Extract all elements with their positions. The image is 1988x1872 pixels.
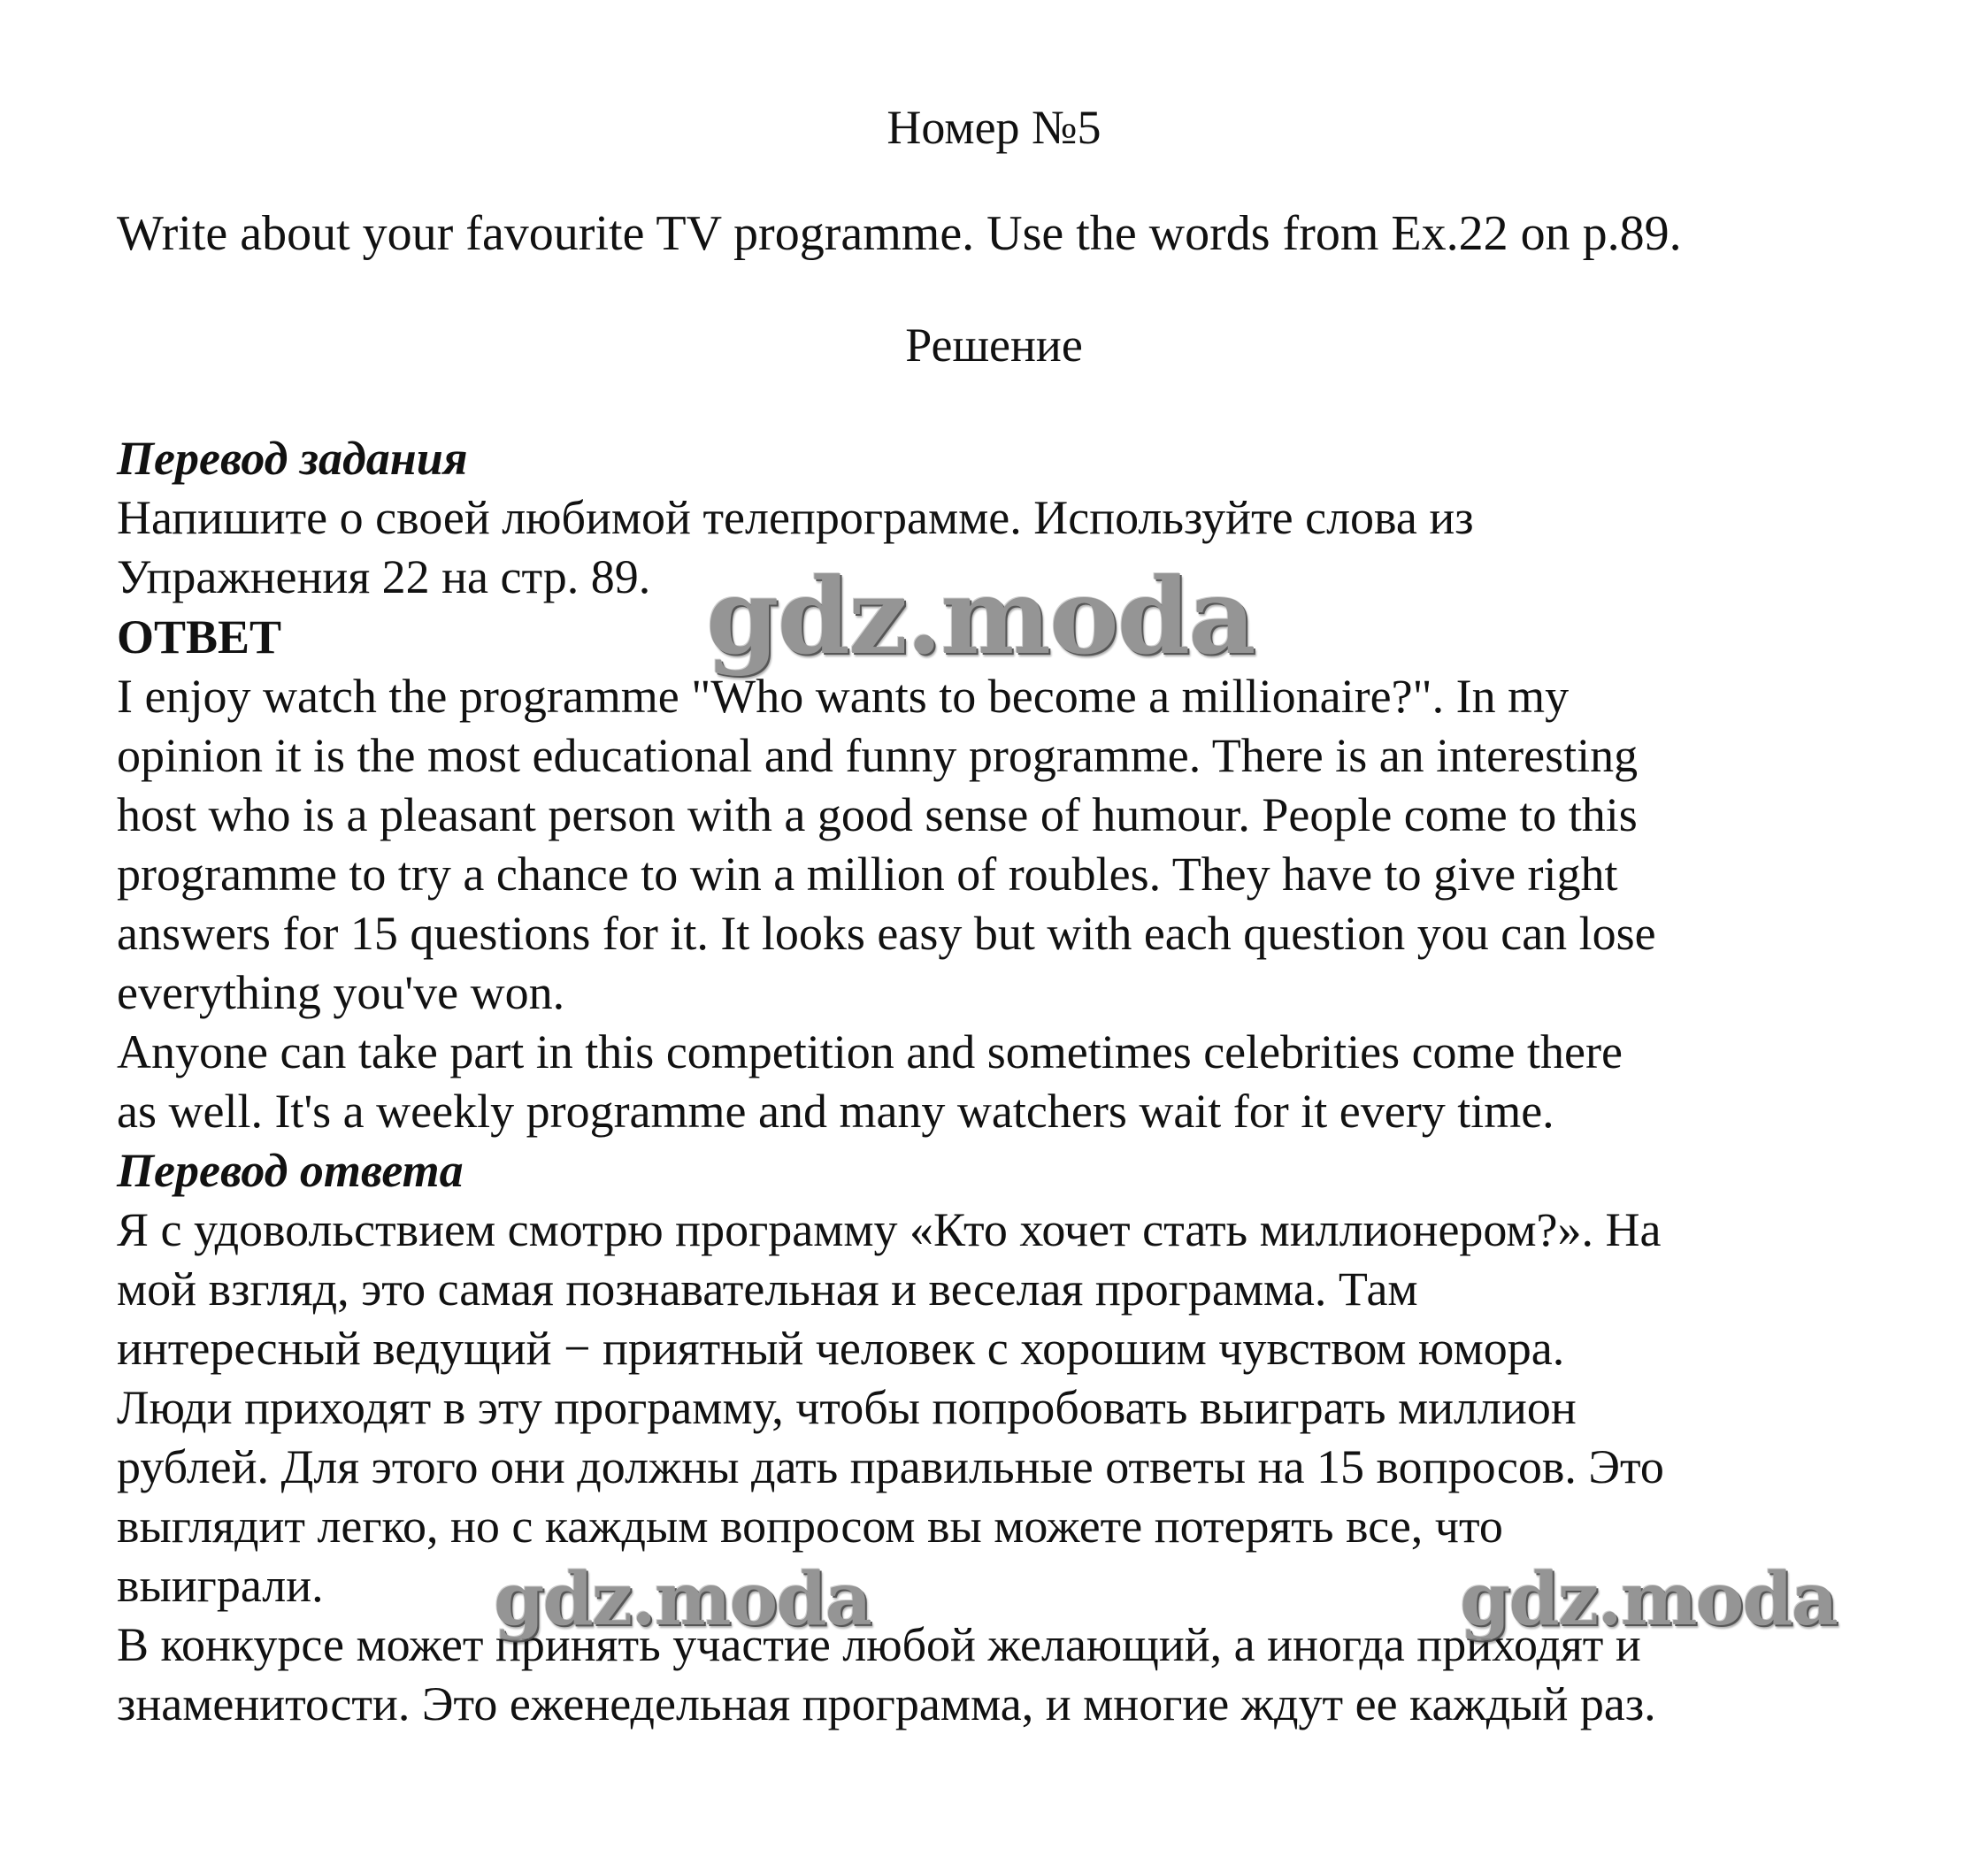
answer-translation-line: рублей. Для этого они должны дать правильные ответы на 15 вопросов. Это (117, 1440, 1664, 1493)
solution-label: Решение (905, 318, 1083, 372)
answer-heading: ОТВЕТ (117, 610, 282, 664)
task-translation-line: Упражнения 22 на стр. 89. (117, 550, 651, 603)
answer-line: Anyone can take part in this competition and sometimes celebrities come there (117, 1025, 1623, 1078)
watermark-logo: gdz.moda (1460, 1557, 1837, 1642)
answer-line: everything you've won. (117, 966, 565, 1019)
answer-line: I enjoy watch the programme "Who wants to become a millionaire?". In my (117, 670, 1570, 723)
answer-translation-line: мой взгляд, это самая познавательная и веселая программа. Там (117, 1262, 1418, 1316)
answer-translation-line: выглядит легко, но с каждым вопросом вы можете потерять все, что (117, 1500, 1503, 1553)
answer-line: programme to try a chance to win a million of roubles. They have to give right (117, 848, 1618, 901)
exercise-number: Номер №5 (887, 101, 1101, 154)
watermark-logo: gdz.moda (494, 1557, 871, 1642)
answer-line: answers for 15 questions for it. It looks easy but with each question you can lose (117, 907, 1656, 960)
answer-translation-line: выиграли. (117, 1559, 324, 1612)
task-text: Write about your favourite TV programme. Use the words from Ex.22 on p.89. (117, 206, 1682, 261)
answer-translation-line: знаменитости. Это еженедельная программа, и многие ждут ее каждый раз. (117, 1677, 1656, 1730)
answer-translation-line: интересный ведущий − приятный человек с хорошим чувством юмора. (117, 1322, 1565, 1375)
answer-line: host who is a pleasant person with a good sense of humour. People come to this (117, 788, 1638, 841)
answer-translation-heading: Перевод ответа (117, 1144, 464, 1197)
answer-line: as well. It's a weekly programme and many watchers wait for it every time. (117, 1085, 1554, 1138)
task-translation-heading: Перевод задания (117, 432, 468, 485)
task-translation-line: Напишите о своей любимой телепрограмме. Используйте слова из (117, 491, 1474, 544)
answer-translation-line: Я с удовольствием смотрю программу «Кто хочет стать миллионером?». На (117, 1203, 1662, 1256)
watermark-logo: gdz.moda (706, 555, 1255, 678)
answer-translation-line: В конкурсе может принять участие любой желающий, а иногда приходят и (117, 1618, 1641, 1671)
answer-line: opinion it is the most educational and funny programme. There is an interesting (117, 729, 1639, 782)
answer-translation-line: Люди приходят в эту программу, чтобы попробовать выиграть миллион (117, 1381, 1577, 1434)
